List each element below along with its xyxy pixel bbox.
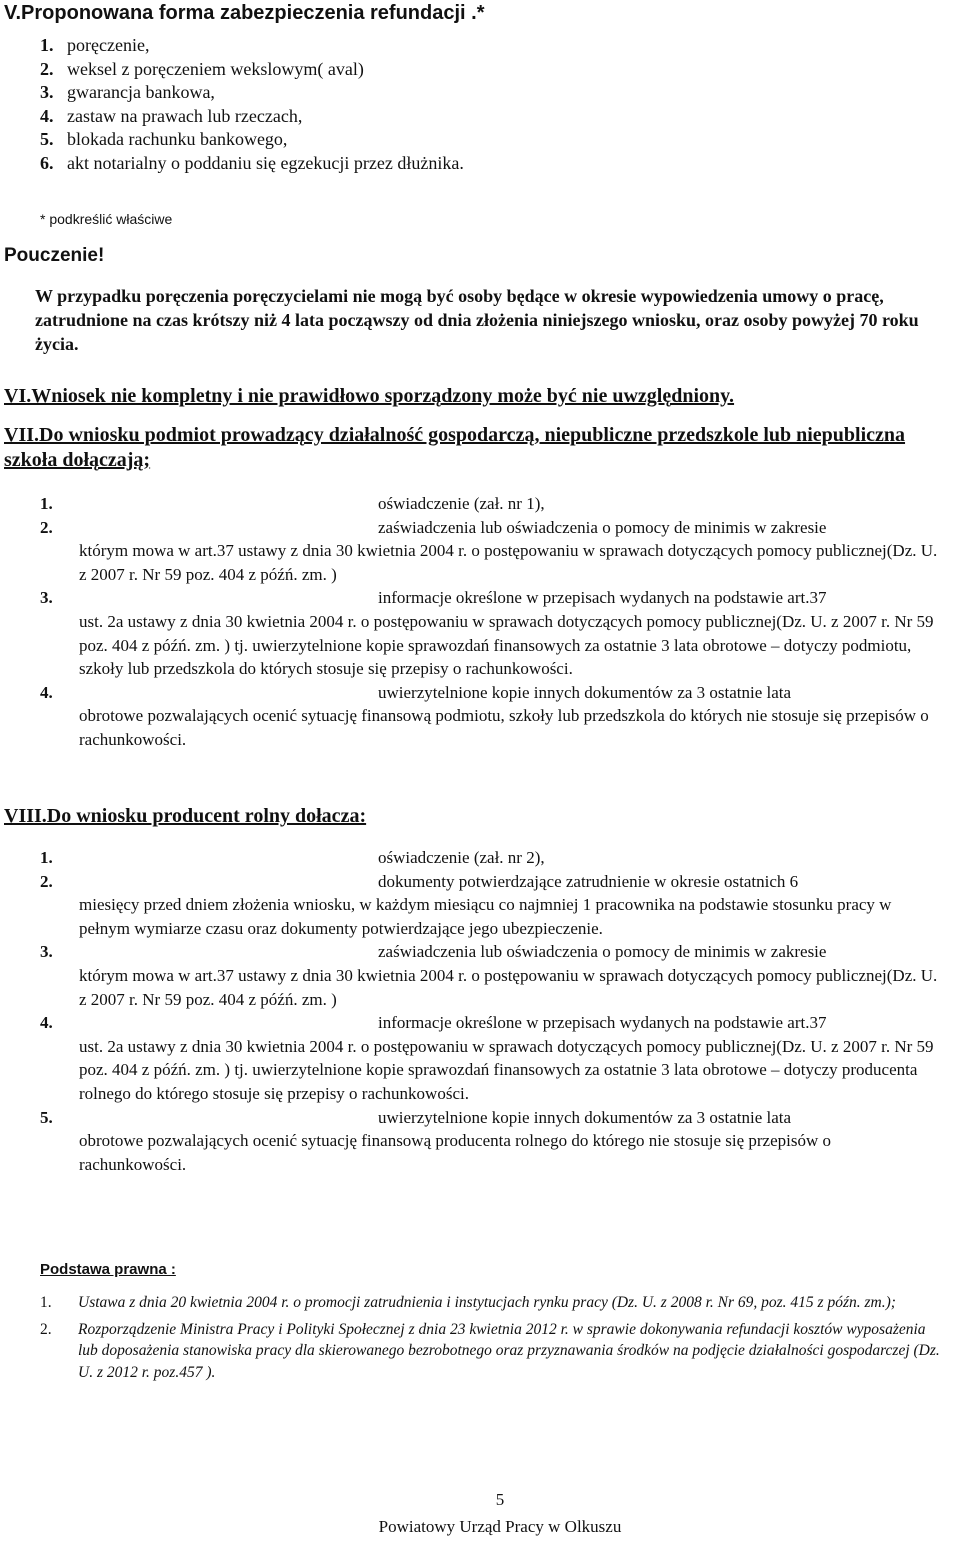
legal-reference [40, 1292, 940, 1314]
list-item-number: 4. [40, 682, 53, 702]
section-8-list [40, 846, 940, 1176]
underline-note: * podkreślić właściwe [40, 211, 173, 227]
list-item-continuation: którym mowa w art.37 ustawy z dnia 30 kwietnia 2004 r. o postępowaniu w sprawach dotyczących pomocy publicznej(Dz. U. z 2007 r. Nr 59 poz. 404 z późń. zm. ) [79, 965, 938, 1009]
list-item-continuation: którym mowa w art.37 ustawy z dnia 30 kwietnia 2004 r. o postępowaniu w sprawach dotyczących pomocy publicznej(Dz. U. z 2007 r. Nr 59 poz. 404 z późń. zm. ) [79, 541, 938, 584]
list-item-text: blokada rachunku bankowego, [67, 129, 288, 150]
list-item-text: poręczenie, [67, 35, 150, 55]
list-item-number: 2. [40, 871, 53, 891]
list-item-number: 3. [40, 942, 53, 962]
list-item [40, 940, 940, 1011]
list-item [40, 681, 940, 752]
footer-office-name: Powiatowy Urząd Pracy w Olkuszu [378, 1517, 622, 1536]
list-item-number: 5. [40, 129, 54, 150]
list-item-first-line: zaświadczenia lub oświadczenia o pomocy de minimis w zakresie [378, 942, 827, 962]
list-item [40, 870, 940, 941]
list-item-number: 2. [40, 517, 53, 537]
legal-reference-number: 1. [40, 1294, 52, 1311]
list-item-first-line: informacje określone w przepisach wydanych na podstawie art.37 [378, 1013, 827, 1033]
list-item [40, 492, 940, 516]
pouczenie-text: W przypadku poręczenia poręczycielami nie mogą być osoby będące w okresie wypowiedzenia umowy o pracę, zatrudnione na czas krótszy niż 4 lata począwszy od dnia złożenia niniejszego wniosku, oraz osoby powyżej 70 roku życia. [35, 286, 919, 354]
section-8-heading-text: VIII.Do wniosku producent rolny dołacza: [4, 805, 367, 827]
list-item-number: 6. [40, 152, 54, 173]
section-7-list [40, 492, 940, 752]
section-6-heading [4, 383, 734, 409]
list-item-first-line: oświadczenie (zał. nr 2), [378, 848, 545, 867]
list-item [40, 846, 940, 870]
legal-basis-list [40, 1292, 940, 1388]
list-item-number: 1. [40, 35, 54, 55]
list-item [40, 152, 464, 176]
legal-reference-text: Ustawa z dnia 20 kwietnia 2004 r. o promocji zatrudnienia i instytucjach rynku pracy (Dz. U. z 2008 r. Nr 69, poz. 415 z późn. zm.); [78, 1294, 896, 1311]
legal-reference [40, 1319, 940, 1384]
list-item [40, 34, 464, 58]
list-item-number: 5. [40, 1107, 53, 1127]
section-7-heading-text: VII.Do wniosku podmiot prowadzący działalność gospodarczą, niepubliczne przedszkole lub niepubliczna szkoła dołączają; [4, 424, 906, 471]
legal-basis-heading: Podstawa prawna : [40, 1261, 176, 1278]
list-item-first-line: uwierzytelnione kopie innych dokumentów za 3 ostatnie lata [378, 1107, 792, 1127]
list-item [40, 516, 940, 587]
list-item-first-line: zaświadczenia lub oświadczenia o pomocy de minimis w zakresie [378, 517, 827, 537]
list-item [40, 1106, 940, 1177]
legal-reference-number: 2. [40, 1320, 52, 1338]
list-item-continuation: ust. 2a ustawy z dnia 30 kwietnia 2004 r. o postępowaniu w sprawach dotyczących pomocy publicznej(Dz. U. z 2007 r. Nr 59 poz. 404 z późń. zm. ) tj. uwierzytelnione kopie sprawozdań finansowych za ostatnie 3 lata obrotowe – dotyczy podmiotu, szkoły lub przedszkola do których stosuje się przepisy o rachunkowości. [79, 611, 934, 679]
list-item-first-line: oświadczenie (zał. nr 1), [378, 494, 545, 513]
page-number: 5 [495, 1490, 505, 1509]
list-item-number: 2. [40, 58, 54, 79]
list-item-first-line: uwierzytelnione kopie innych dokumentów za 3 ostatnie lata [378, 682, 792, 702]
pouczenie-heading: Pouczenie! [4, 245, 105, 266]
section-8-heading [4, 803, 366, 829]
list-item [40, 58, 464, 82]
list-item-continuation: miesięcy przed dniem złożenia wniosku, w każdym miesiącu co najmniej 1 pracownika na podstawie stosunku pracy w pełnym wymiarze czasu oraz dokumenty potwierdzające jego ubezpieczenie. [79, 895, 892, 938]
list-item-text: zastaw na prawach lub rzeczach, [67, 105, 303, 126]
list-item [40, 105, 464, 129]
list-item-text: akt notarialny o poddaniu się egzekucji przez dłużnika. [67, 152, 464, 173]
list-item-number: 4. [40, 1013, 53, 1033]
legal-reference-text: Rozporządzenie Ministra Pracy i Polityki Społecznej z dnia 23 kwietnia 2012 r. w sprawie dokonywania refundacji kosztów wyposażenia lub doposażenia stanowiska pracy dla skierowanego bezrobotnego oraz przyznawania środków na podjęcie działalności gospodarczej (Dz. U. z 2012 r. poz.457 ). [78, 1320, 940, 1381]
list-item [40, 586, 940, 680]
list-item-number: 1. [40, 494, 53, 513]
list-item-number: 1. [40, 848, 53, 867]
list-item-continuation: obrotowe pozwalających ocenić sytuację finansową podmiotu, szkoły lub przedszkola do których nie stosuje się przepisów o rachunkowości. [79, 706, 929, 749]
list-item-continuation: ust. 2a ustawy z dnia 30 kwietnia 2004 r. o postępowaniu w sprawach dotyczących pomocy publicznej(Dz. U. z 2007 r. Nr 59 poz. 404 z późń. zm. ) tj. uwierzytelnione kopie sprawozdań finansowych za ostatnie 3 lata obrotowe – dotyczy producenta rolnego do którego stosuje się przepisy o rachunkowości. [79, 1036, 934, 1103]
list-item-number: 3. [40, 588, 53, 608]
list-item [40, 81, 464, 105]
section-5-heading: V.Proponowana forma zabezpieczenia refundacji .* [4, 2, 485, 24]
list-item-text: gwarancja bankowa, [67, 82, 215, 103]
list-item-continuation: obrotowe pozwalających ocenić sytuację finansową producenta rolnego do którego nie stosuje się przepisów o rachunkowości. [79, 1131, 832, 1174]
list-item-number: 4. [40, 105, 54, 126]
security-forms-list [40, 34, 464, 176]
list-item-first-line: informacje określone w przepisach wydanych na podstawie art.37 [378, 588, 827, 608]
section-6-heading-text: VI.Wniosek nie kompletny i nie prawidłowo sporządzony może być nie uwzględniony. [4, 385, 735, 407]
list-item [40, 128, 464, 152]
list-item-number: 3. [40, 82, 54, 103]
list-item [40, 1011, 940, 1105]
list-item-text: weksel z poręczeniem wekslowym( aval) [67, 58, 364, 79]
section-7-heading [4, 423, 959, 473]
list-item-first-line: dokumenty potwierdzające zatrudnienie w okresie ostatnich 6 [378, 871, 799, 891]
